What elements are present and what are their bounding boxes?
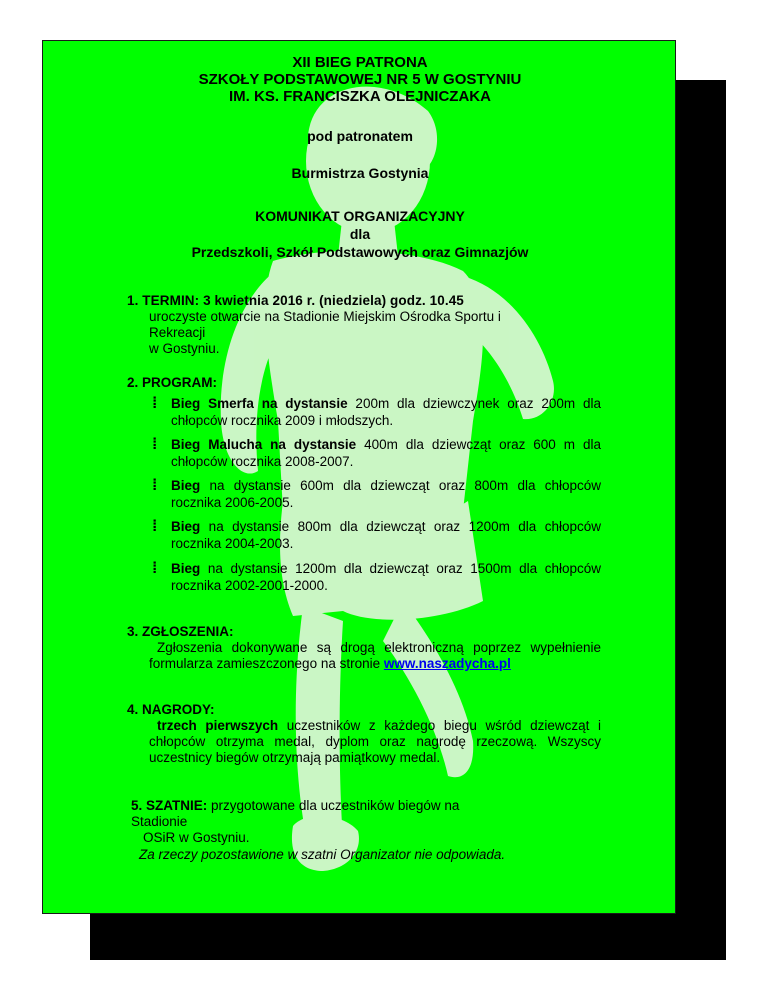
- szatnie-line-3: OSiR w Gostyniu.: [143, 830, 250, 845]
- szatnie-note: Za rzeczy pozostawione w szatni Organizator nie odpowiada.: [139, 847, 506, 862]
- title-line-3: IM. KS. FRANCISZKA OLEJNICZAKA: [229, 88, 491, 105]
- bullet-icon: ⁞: [152, 477, 158, 494]
- nagrody-bold: trzech pierwszych: [157, 718, 279, 733]
- title-line-1: XII BIEG PATRONA: [292, 54, 428, 71]
- patron-name: Burmistrza Gostynia: [291, 165, 429, 181]
- szatnie-heading: 5. SZATNIE:: [131, 798, 208, 813]
- section-zgloszenia: [127, 624, 601, 672]
- program-item-1: [152, 395, 601, 429]
- termin-line-3: Rekreacji: [149, 325, 206, 340]
- announcement-line-2: dla: [349, 226, 371, 242]
- szatnie-text: przygotowane dla uczestników biegów na: [207, 798, 460, 813]
- nagrody-text: uczestników z każdego biegu wśród dziewcząt i chłopców otrzyma medal, dyplom oraz nagrodę rzeczową. Wszyscy uczestnicy biegów otrzymają pamiątkowy medal.: [149, 718, 601, 765]
- termin-heading: 1. TERMIN: 3 kwietnia 2016 r. (niedziela) godz. 10.45: [127, 293, 464, 308]
- termin-line-4: w Gostyniu.: [149, 341, 220, 356]
- bullet-icon: ⁞: [152, 518, 158, 535]
- program-item-5-bold: Bieg: [171, 561, 201, 576]
- program-heading: 2. PROGRAM:: [127, 375, 218, 390]
- poster: [42, 40, 676, 914]
- title-line-2: SZKOŁY PODSTAWOWEJ NR 5 W GOSTYNIU: [198, 71, 522, 88]
- announcement-line-1: KOMUNIKAT ORGANIZACYJNY: [255, 208, 465, 224]
- patronage-label: pod patronatem: [307, 128, 413, 144]
- program-item-2-bold: Bieg Malucha na dystansie: [171, 437, 357, 452]
- szatnie-line-2: Stadionie: [131, 814, 188, 829]
- section-termin: [127, 293, 601, 357]
- section-nagrody: [127, 702, 601, 766]
- event-title: [43, 54, 676, 105]
- nagrody-heading: 4. NAGRODY:: [127, 702, 215, 717]
- program-item-4-bold: Bieg: [171, 519, 201, 534]
- termin-line-2: uroczyste otwarcie na Stadionie Miejskim Ośrodka Sportu i: [149, 309, 501, 324]
- zgloszenia-text: Zgłoszenia dokonywane są drogą elektroniczną poprzez wypełnienie formularza zamieszczonego na stronie: [149, 640, 601, 671]
- bullet-icon: ⁞: [152, 395, 158, 412]
- program-item-5: [152, 560, 601, 594]
- registration-link[interactable]: www.naszadycha.pl: [383, 656, 511, 671]
- poster-content: [43, 41, 676, 914]
- section-szatnie: [131, 798, 601, 814]
- zgloszenia-heading: 3. ZGŁOSZENIA:: [127, 624, 234, 639]
- announcement-title: [43, 207, 676, 261]
- program-item-5-text: na dystansie 1200m dla dziewcząt oraz 1500m dla chłopców rocznika 2002-2001-2000.: [171, 561, 601, 593]
- program-item-1-bold: Bieg Smerfa na dystansie: [171, 396, 348, 411]
- program-item-1-text: 200m dla dziewczynek oraz 200m dla chłopców rocznika 2009 i młodszych.: [171, 396, 601, 428]
- announcement-line-3: Przedszkoli, Szkół Podstawowych oraz Gimnazjów: [191, 244, 529, 260]
- program-item-3-bold: Bieg: [171, 478, 201, 493]
- bullet-icon: ⁞: [152, 560, 158, 577]
- program-item-3: [152, 477, 601, 511]
- bullet-icon: ⁞: [152, 436, 158, 453]
- program-item-2-text: 400m dla dziewcząt oraz 600 m dla chłopców rocznika 2008-2007.: [171, 437, 601, 469]
- program-item-4-text: na dystansie 800m dla dziewcząt oraz 1200m dla chłopców rocznika 2004-2003.: [171, 519, 601, 551]
- program-item-2: [152, 436, 601, 470]
- program-item-3-text: na dystansie 600m dla dziewcząt oraz 800m dla chłopców rocznika 2006-2005.: [171, 478, 601, 510]
- program-item-4: [152, 518, 601, 552]
